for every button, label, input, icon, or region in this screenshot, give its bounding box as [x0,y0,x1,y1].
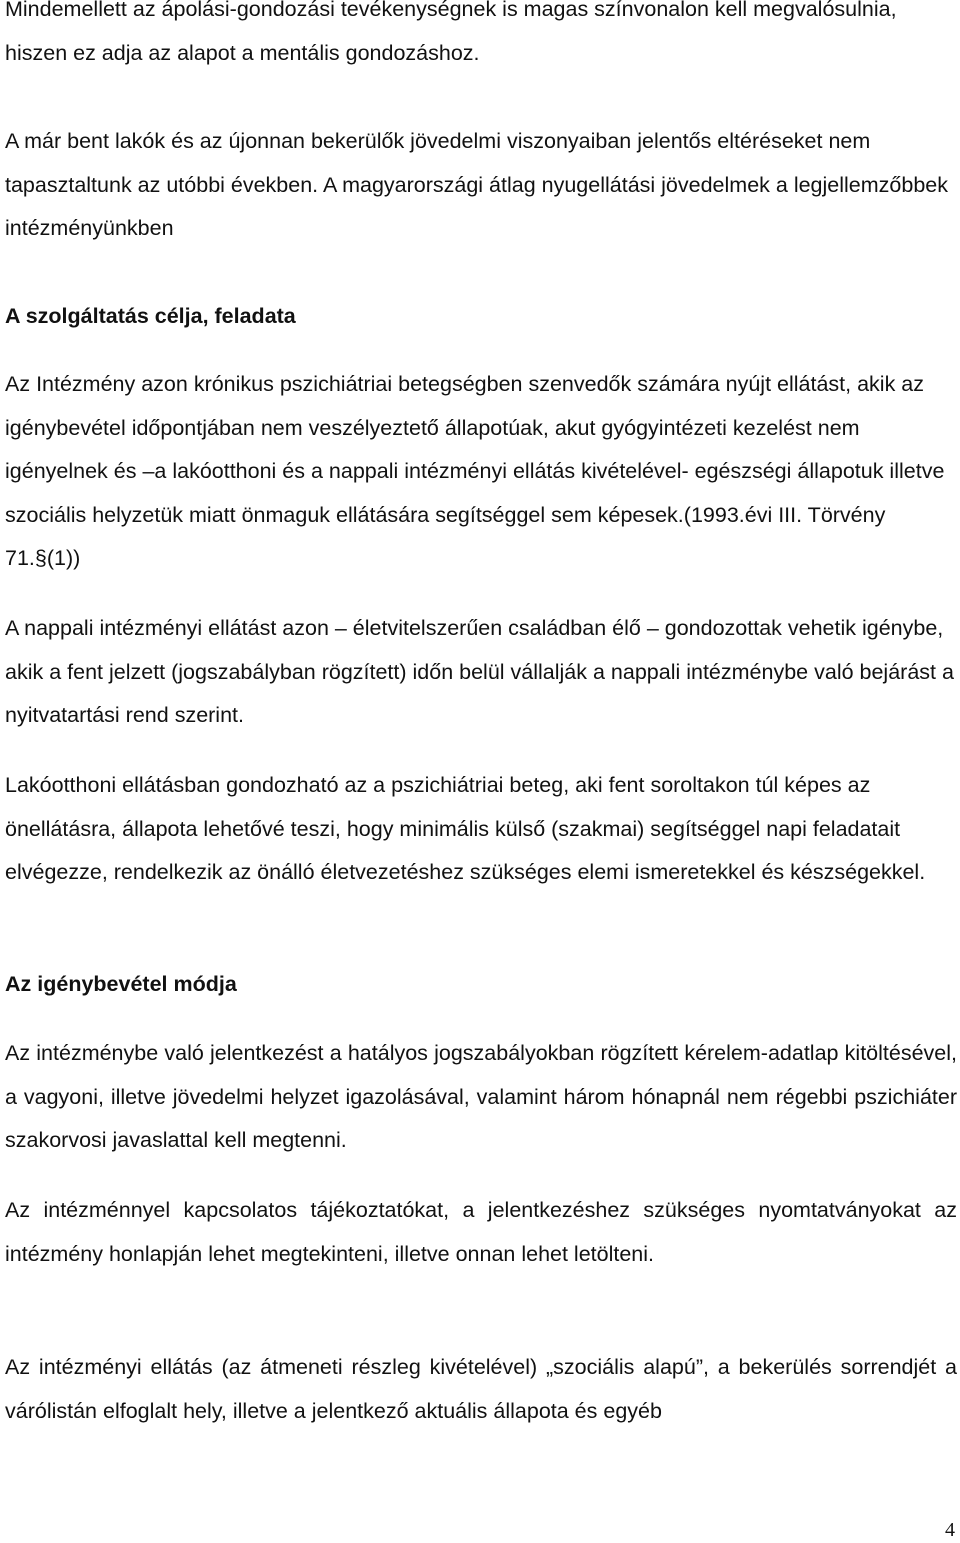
paragraph-residential-care: Lakóotthoni ellátásban gondozható az a pszichiátriai beteg, aki fent soroltakon túl képes az önellátásra, állapota lehetővé teszi, hogy minimális külső (szakmai) segítséggel napi feladatait elvégezze, rendelkezik az önálló életvezetéshez szükséges elemi ismeretekkel és készségekkel. [5,773,926,885]
paragraph-day-care: A nappali intézményi ellátást azon – életvitelszerűen családban élő – gondozottak vehetik igénybe, akik a fent jelzett (jogszabályban rögzített) időn belül vállalják a nappali intézménybe való bejárást a nyitvatartási rend szerint. [5,616,954,728]
heading-service-purpose: A szolgáltatás célja, feladata [5,304,296,328]
paragraph-income: A már bent lakók és az újonnan bekerülők jövedelmi viszonyaiban jelentős eltéréseket nem tapasztaltunk az utóbbi években. A magyarországi átlag nyugellátási jövedelmek a legjellemzőbbek intézményünkben [5,129,948,241]
paragraph-admission-order: Az intézményi ellátás (az átmeneti részleg kivételével) „szociális alapú”, a bekerülés sorrendjét a várólistán elfoglalt hely, illetve a jelentkező aktuális állapota és egyéb [5,1355,957,1423]
paragraph-mental-care: Mindemellett az ápolási-gondozási tevékenységnek is magas színvonalon kell megvalósulnia, hiszen ez adja az alapot a mentális gondozáshoz. [5,0,897,65]
page-number: 4 [945,1519,955,1541]
paragraph-application: Az intézménybe való jelentkezést a hatályos jogszabályokban rögzített kérelem-adatlap kitöltésével, a vagyoni, illetve jövedelmi helyzet igazolásával, valamint három hónapnál nem régebbi pszichiáter szakorvosi javaslattal kell megtenni. [5,1041,957,1153]
heading-application-method: Az igénybevétel módja [5,972,237,996]
paragraph-service-scope: Az Intézmény azon krónikus pszichiátriai betegségben szenvedők számára nyújt ellátást, akik az igénybevétel időpontjában nem veszélyeztető állapotúak, akut gyógyintézeti kezelést nem igényelnek és –a lakóotthoni és a nappali intézményi ellátás kivételével- egészségi állapotuk illetve szociális helyzetük miatt önmaguk ellátására segítséggel sem képesek.(1993.évi III. Törvény 71.§(1)) [5,372,945,571]
paragraph-information: Az intézménnyel kapcsolatos tájékoztatókat, a jelentkezéshez szükséges nyomtatványokat az intézmény honlapján lehet megtekinteni, illetve onnan lehet letölteni. [5,1198,957,1266]
